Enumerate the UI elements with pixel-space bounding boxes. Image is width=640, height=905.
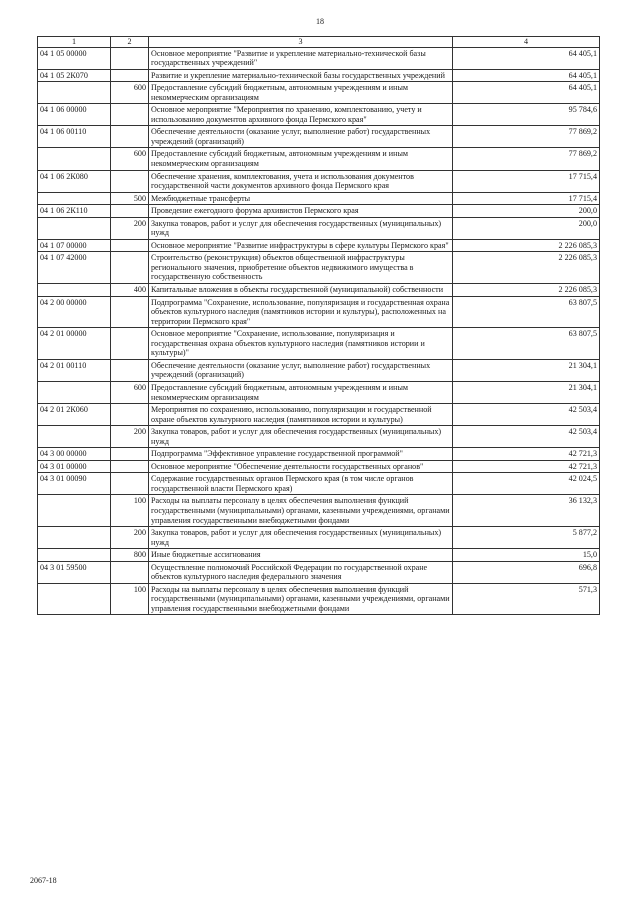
table-row xyxy=(38,192,600,205)
cell-code: 04 1 06 00110 xyxy=(38,126,111,148)
table-row xyxy=(38,126,600,148)
cell-code xyxy=(38,549,111,562)
page-number: 18 xyxy=(316,17,324,26)
table-row xyxy=(38,252,600,284)
cell-sum: 2 226 085,3 xyxy=(453,252,600,284)
cell-code xyxy=(38,148,111,170)
cell-code xyxy=(38,426,111,448)
table-header-row xyxy=(38,37,600,48)
cell-sum: 77 869,2 xyxy=(453,148,600,170)
cell-name: Обеспечение хранения, комплектования, учета и использования документов государственной части документов архивного фонда Пермского края xyxy=(149,170,453,192)
cell-sum: 42 503,4 xyxy=(453,426,600,448)
cell-expense-type: 100 xyxy=(111,495,149,527)
cell-expense-type: 100 xyxy=(111,583,149,615)
cell-name: Предоставление субсидий бюджетным, автономным учреждениям и иным некоммерческим организациям xyxy=(149,381,453,403)
cell-code xyxy=(38,527,111,549)
table-row xyxy=(38,426,600,448)
table-row xyxy=(38,296,600,328)
cell-name: Основное мероприятие "Развитие и укрепление материально-технической базы государственных учреждений" xyxy=(149,47,453,69)
cell-sum: 17 715,4 xyxy=(453,192,600,205)
cell-name: Предоставление субсидий бюджетным, автономным учреждениям и иным некоммерческим организациям xyxy=(149,82,453,104)
cell-name: Основное мероприятие "Развитие инфраструктуры в сфере культуры Пермского края" xyxy=(149,239,453,252)
cell-expense-type: 600 xyxy=(111,82,149,104)
cell-expense-type xyxy=(111,359,149,381)
header-cell-code: 1 xyxy=(38,37,111,48)
cell-expense-type xyxy=(111,561,149,583)
header-cell-sum: 4 xyxy=(453,37,600,48)
table-row xyxy=(38,561,600,583)
cell-expense-type: 200 xyxy=(111,527,149,549)
cell-expense-type xyxy=(111,205,149,218)
cell-sum: 42 503,4 xyxy=(453,404,600,426)
table-row xyxy=(38,583,600,615)
cell-code xyxy=(38,583,111,615)
cell-name: Подпрограмма "Сохранение, использование, популяризация и государственная охрана объектов культурного наследия (памятников истории и культуры), расположенных на территории Пермского края" xyxy=(149,296,453,328)
cell-name: Предоставление субсидий бюджетным, автономным учреждениям и иным некоммерческим организациям xyxy=(149,148,453,170)
table-row xyxy=(38,284,600,297)
cell-sum: 2 226 085,3 xyxy=(453,284,600,297)
cell-name: Закупка товаров, работ и услуг для обеспечения государственных (муниципальных) нужд xyxy=(149,527,453,549)
cell-code: 04 2 00 00000 xyxy=(38,296,111,328)
table-row xyxy=(38,104,600,126)
cell-code: 04 1 06 00000 xyxy=(38,104,111,126)
cell-name: Строительство (реконструкция) объектов общественной инфраструктуры регионального значения, приобретение объектов недвижимого имущества в государственную собственность xyxy=(149,252,453,284)
cell-code: 04 1 07 00000 xyxy=(38,239,111,252)
cell-name: Подпрограмма "Эффективное управление государственной программой" xyxy=(149,448,453,461)
cell-code xyxy=(38,284,111,297)
cell-expense-type xyxy=(111,460,149,473)
cell-sum: 42 721,3 xyxy=(453,448,600,461)
cell-code: 04 1 06 2К110 xyxy=(38,205,111,218)
header-cell-name: 3 xyxy=(149,37,453,48)
cell-expense-type xyxy=(111,252,149,284)
cell-name: Мероприятия по сохранению, использованию, популяризации и государственной охране объектов культурного наследия (памятников истории и культуры) xyxy=(149,404,453,426)
cell-expense-type xyxy=(111,473,149,495)
cell-sum: 42 024,5 xyxy=(453,473,600,495)
cell-expense-type: 400 xyxy=(111,284,149,297)
cell-sum: 200,0 xyxy=(453,217,600,239)
cell-code: 04 3 01 00090 xyxy=(38,473,111,495)
cell-sum: 64 405,1 xyxy=(453,82,600,104)
cell-sum: 17 715,4 xyxy=(453,170,600,192)
cell-sum: 95 784,6 xyxy=(453,104,600,126)
cell-sum: 200,0 xyxy=(453,205,600,218)
document-code: 2067-18 xyxy=(30,876,57,885)
table-row xyxy=(38,217,600,239)
cell-expense-type xyxy=(111,239,149,252)
cell-sum: 64 405,1 xyxy=(453,69,600,82)
cell-name: Основное мероприятие "Мероприятия по хранению, комплектованию, учету и использованию документов архивного фонда Пермского края" xyxy=(149,104,453,126)
cell-name: Закупка товаров, работ и услуг для обеспечения государственных (муниципальных) нужд xyxy=(149,426,453,448)
table-row xyxy=(38,527,600,549)
cell-code xyxy=(38,217,111,239)
cell-name: Развитие и укрепление материально-технической базы государственных учреждений xyxy=(149,69,453,82)
cell-code: 04 1 05 2К070 xyxy=(38,69,111,82)
cell-sum: 42 721,3 xyxy=(453,460,600,473)
table-row xyxy=(38,69,600,82)
cell-code: 04 1 05 00000 xyxy=(38,47,111,69)
cell-code: 04 3 00 00000 xyxy=(38,448,111,461)
cell-expense-type xyxy=(111,404,149,426)
cell-expense-type: 600 xyxy=(111,381,149,403)
cell-expense-type xyxy=(111,47,149,69)
cell-expense-type xyxy=(111,170,149,192)
cell-code: 04 1 07 42000 xyxy=(38,252,111,284)
cell-code xyxy=(38,495,111,527)
table-row xyxy=(38,495,600,527)
cell-sum: 5 877,2 xyxy=(453,527,600,549)
table-row xyxy=(38,205,600,218)
cell-name: Проведение ежегодного форума архивистов Пермского края xyxy=(149,205,453,218)
table-body xyxy=(38,47,600,615)
cell-name: Закупка товаров, работ и услуг для обеспечения государственных (муниципальных) нужд xyxy=(149,217,453,239)
cell-name: Основное мероприятие "Сохранение, использование, популяризация и государственная охрана объектов культурного наследия (памятников истории и культуры)" xyxy=(149,328,453,360)
cell-code: 04 2 01 00110 xyxy=(38,359,111,381)
table-row xyxy=(38,170,600,192)
table-row xyxy=(38,448,600,461)
cell-code xyxy=(38,82,111,104)
cell-name: Расходы на выплаты персоналу в целях обеспечения выполнения функций государственными (муниципальными) органами, казенными учреждениями, органами управления государственными внебюджетными фондами xyxy=(149,583,453,615)
cell-sum: 696,8 xyxy=(453,561,600,583)
cell-expense-type: 200 xyxy=(111,426,149,448)
cell-sum: 63 807,5 xyxy=(453,296,600,328)
cell-expense-type xyxy=(111,448,149,461)
cell-sum: 77 869,2 xyxy=(453,126,600,148)
cell-name: Осуществление полномочий Российской Федерации по государственной охране объектов культурного наследия федерального значения xyxy=(149,561,453,583)
cell-code xyxy=(38,381,111,403)
cell-sum: 21 304,1 xyxy=(453,381,600,403)
cell-code: 04 1 06 2К080 xyxy=(38,170,111,192)
cell-name: Иные бюджетные ассигнования xyxy=(149,549,453,562)
table-row xyxy=(38,460,600,473)
cell-name: Содержание государственных органов Пермского края (в том числе органов государственной власти Пермского края) xyxy=(149,473,453,495)
cell-sum: 21 304,1 xyxy=(453,359,600,381)
table-row xyxy=(38,549,600,562)
cell-sum: 2 226 085,3 xyxy=(453,239,600,252)
cell-expense-type: 600 xyxy=(111,148,149,170)
cell-expense-type xyxy=(111,328,149,360)
cell-name: Межбюджетные трансферты xyxy=(149,192,453,205)
cell-code: 04 2 01 00000 xyxy=(38,328,111,360)
cell-code xyxy=(38,192,111,205)
cell-expense-type: 200 xyxy=(111,217,149,239)
cell-sum: 571,3 xyxy=(453,583,600,615)
table-row xyxy=(38,328,600,360)
cell-expense-type: 500 xyxy=(111,192,149,205)
budget-table xyxy=(37,36,600,615)
cell-sum: 36 132,3 xyxy=(453,495,600,527)
cell-expense-type xyxy=(111,126,149,148)
cell-expense-type: 800 xyxy=(111,549,149,562)
table-row xyxy=(38,381,600,403)
cell-expense-type xyxy=(111,69,149,82)
table-row xyxy=(38,82,600,104)
cell-expense-type xyxy=(111,104,149,126)
cell-sum: 64 405,1 xyxy=(453,47,600,69)
table-row xyxy=(38,359,600,381)
cell-sum: 15,0 xyxy=(453,549,600,562)
cell-name: Капитальные вложения в объекты государственной (муниципальной) собственности xyxy=(149,284,453,297)
table-row xyxy=(38,47,600,69)
header-cell-type: 2 xyxy=(111,37,149,48)
table-row xyxy=(38,239,600,252)
cell-name: Обеспечение деятельности (оказание услуг, выполнение работ) государственных учреждений (организаций) xyxy=(149,359,453,381)
table-row xyxy=(38,148,600,170)
cell-code: 04 2 01 2К060 xyxy=(38,404,111,426)
cell-code: 04 3 01 00000 xyxy=(38,460,111,473)
cell-sum: 63 807,5 xyxy=(453,328,600,360)
cell-expense-type xyxy=(111,296,149,328)
cell-name: Обеспечение деятельности (оказание услуг, выполнение работ) государственных учреждений (организаций) xyxy=(149,126,453,148)
cell-name: Основное мероприятие "Обеспечение деятельности государственных органов" xyxy=(149,460,453,473)
table-row xyxy=(38,404,600,426)
table-row xyxy=(38,473,600,495)
cell-code: 04 3 01 59500 xyxy=(38,561,111,583)
cell-name: Расходы на выплаты персоналу в целях обеспечения выполнения функций государственными (муниципальными) органами, казенными учреждениями, органами управления государственными внебюджетными фондами xyxy=(149,495,453,527)
